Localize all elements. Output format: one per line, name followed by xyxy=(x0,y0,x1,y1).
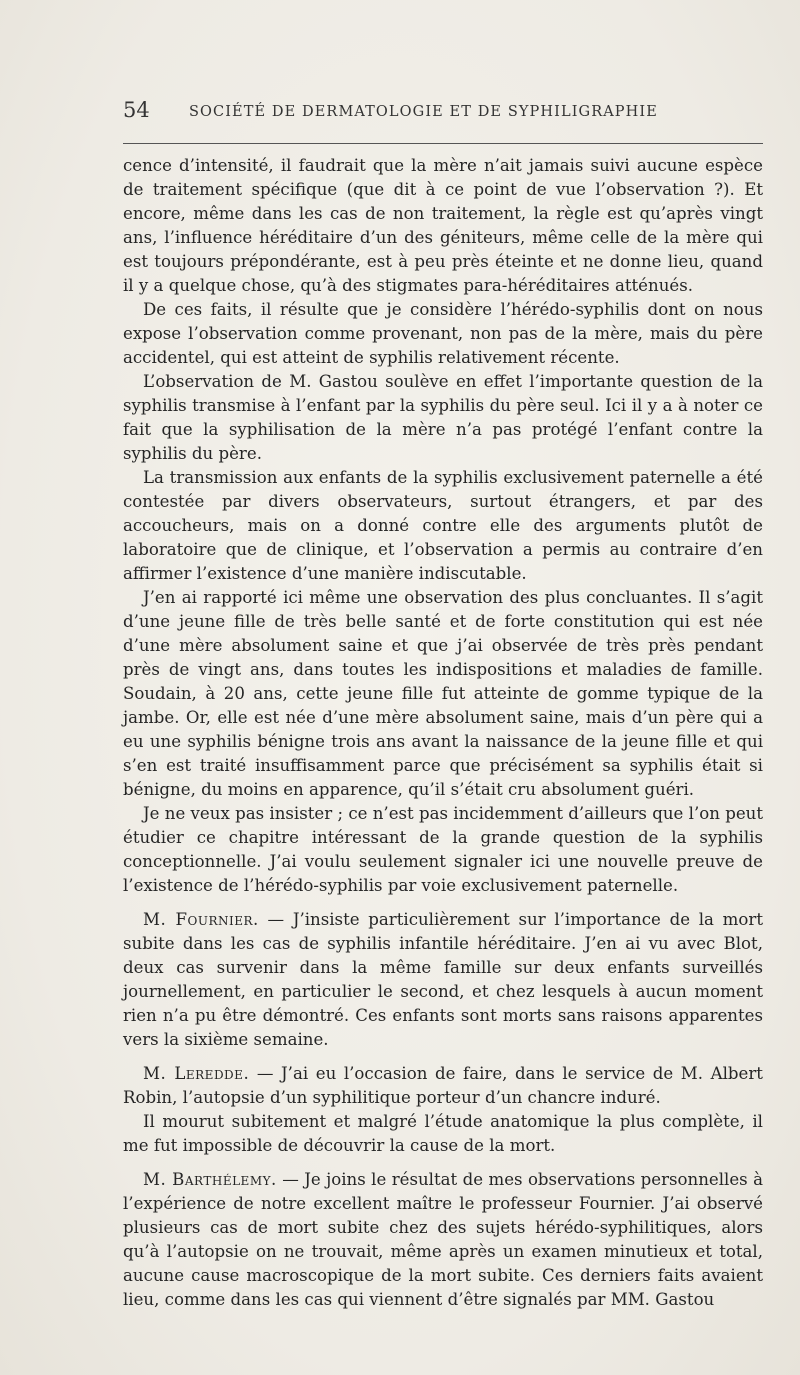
paragraph: L’observation de M. Gastou soulève en effet l’importante question de la syphilis transmise à l’enfant par la syphilis du père seul. Ici il y a à noter ce fait que la syphilisation de la mère n’a pas protégé l’enfant contre la syphilis du père. xyxy=(123,372,763,463)
header-rule xyxy=(123,143,763,144)
paragraph-fournier xyxy=(123,908,763,1052)
paragraph: Il mourut subitement et malgré l’étude anatomique la plus complète, il me fut impossible de découvrir la cause de la mort. xyxy=(123,1112,763,1155)
running-title: SOCIÉTÉ DE DERMATOLOGIE ET DE SYPHILIGRAPHIE xyxy=(189,104,658,120)
paragraph-text: — J’ai eu l’occasion de faire, dans le service de M. Albert Robin, l’autopsie d’un syphilitique porteur d’un chancre induré. xyxy=(123,1064,763,1107)
paragraph-leredde xyxy=(123,1062,763,1110)
page-header xyxy=(123,98,763,132)
body-text xyxy=(123,154,763,1312)
paragraph: La transmission aux enfants de la syphilis exclusivement paternelle a été contestée par divers observateurs, surtout étrangers, et par des accoucheurs, mais on a donné contre elle des arguments plutôt de laboratoire que de clinique, et l’observation a permis au contraire d’en affirmer l’existence d’une manière indiscutable. xyxy=(123,468,763,583)
speaker-name: M. Leredde. xyxy=(143,1064,250,1083)
paragraph-text: — J’insiste particulièrement sur l’importance de la mort subite dans les cas de syphilis infantile héréditaire. J’en ai vu avec Blot, deux cas survenir dans la même famille sur deux enfants surveillés journellement, en particulier le second, et chez lesquels à aucun moment rien n’a pu être démontré. Ces enfants sont morts sans raisons apparentes vers la sixième semaine. xyxy=(123,910,763,1049)
page-number: 54 xyxy=(123,98,150,122)
paragraph: De ces faits, il résulte que je considère l’hérédo-syphilis dont on nous expose l’observation comme provenant, non pas de la mère, mais du père accidentel, qui est atteint de syphilis relativement récente. xyxy=(123,300,763,367)
paragraph-continuation: cence d’intensité, il faudrait que la mère n’ait jamais suivi aucune espèce de traitement spécifique (que dit à ce point de vue l’observation ?). Et encore, même dans les cas de non traitement, la règle est qu’après vingt ans, l’influence héréditaire d’un des géniteurs, même celle de la mère qui est toujours prépondérante, est à peu près éteinte et ne donne lieu, quand il y a quelque chose, qu’à des stigmates para-héréditaires atténués. xyxy=(123,156,763,295)
paragraph-text: — Je joins le résultat de mes observations personnelles à l’expérience de notre excellent maître le professeur Fournier. J’ai observé plusieurs cas de mort subite chez des sujets hérédo-syphilitiques, alors qu’à l’autopsie on ne trouvait, même après un examen minutieux et total, aucune cause macroscopique de la mort subite. Ces derniers faits avaient lieu, comme dans les cas qui viennent d’être signalés par MM. Gastou xyxy=(123,1170,764,1309)
paragraph: J’en ai rapporté ici même une observation des plus concluantes. Il s’agit d’une jeune fille de très belle santé et de forte constitution qui est née d’une mère absolument saine et que j’ai observée de très près pendant près de vingt ans, dans toutes les indispositions et maladies de famille. Soudain, à 20 ans, cette jeune fille fut atteinte de gomme typique de la jambe. Or, elle est née d’une mère absolument saine, mais d’un père qui a eu une syphilis bénigne trois ans avant la naissance de la jeune fille et qui s’en est traité insuffisamment parce que précisément sa syphilis était si bénigne, du moins en apparence, qu’il s’était cru absolument guéri. xyxy=(123,588,763,799)
paragraph: Je ne veux pas insister ; ce n’est pas incidemment d’ailleurs que l’on peut étudier ce chapitre intéressant de la grande question de la syphilis conceptionnelle. J’ai voulu seulement signaler ici une nouvelle preuve de l’existence de l’hérédo-syphilis par voie exclusivement paternelle. xyxy=(123,804,763,895)
speaker-name: M. Barthélemy. xyxy=(143,1170,277,1189)
paragraph-barthelemy xyxy=(123,1168,763,1312)
speaker-name: M. Fournier. xyxy=(143,910,259,929)
